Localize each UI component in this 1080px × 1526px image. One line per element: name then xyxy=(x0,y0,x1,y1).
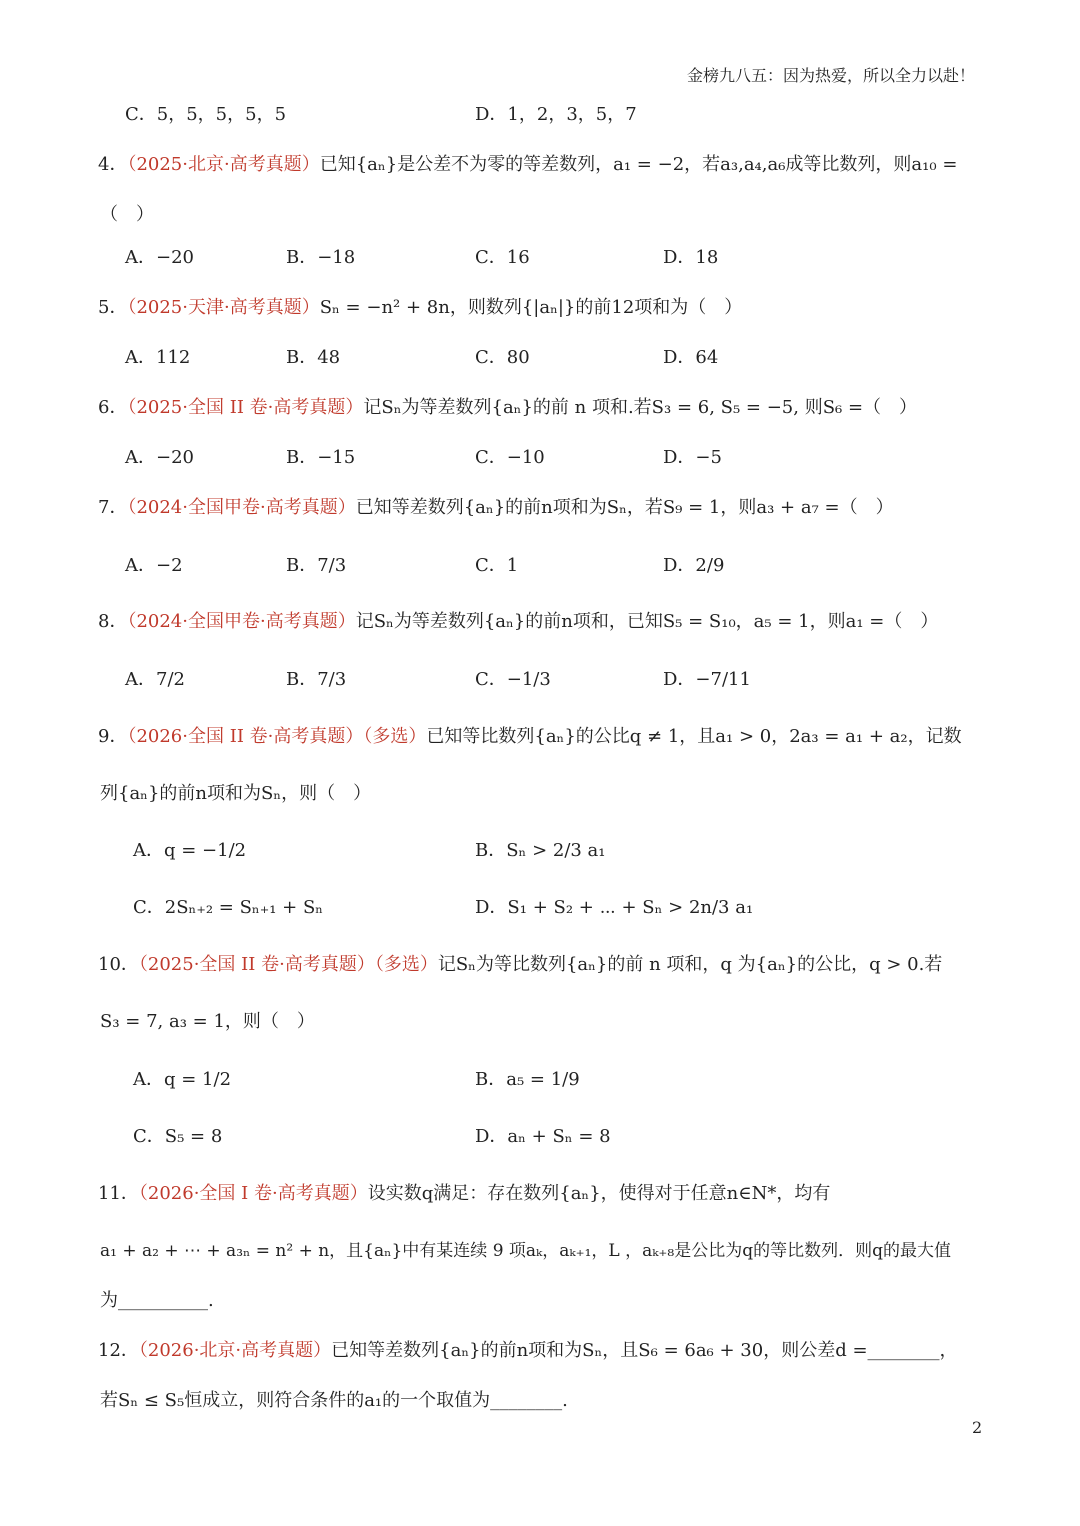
source-tag: （2025·全国 II 卷·高考真题） xyxy=(127,397,364,418)
source-tag: （2026·全国 I 卷·高考真题） xyxy=(138,1183,368,1204)
q7-option-d: D．2/9 xyxy=(663,555,725,576)
question-text: 已知等差数列{aₙ}的前n项和为Sₙ，若S₉ = 1，则a₃ + a₇ =（ ） xyxy=(355,497,894,518)
source-tag: （2025·全国 II 卷·高考真题） xyxy=(138,954,375,975)
q8-option-c: C．−1/3 xyxy=(475,669,551,690)
q10-option-c: C．S₅ = 8 xyxy=(133,1126,223,1147)
q10-option-b: B．a₅ = 1/9 xyxy=(475,1069,580,1090)
question-11-line2: a₁ + a₂ + ⋯ + a₃ₙ = n² + n，且{aₙ}中有某连续 9 项aₖ，aₖ₊₁，L ，aₖ₊₈是公比为q的等比数列．则q的最大值 xyxy=(100,1241,951,1261)
question-12-line2: 若Sₙ ≤ S₅恒成立，则符合条件的a₁的一个取值为________. xyxy=(100,1390,568,1411)
question-text: 记Sₙ为等差数列{aₙ}的前 n 项和.若S₃ = 6, S₅ = −5, 则S₆ =（ ） xyxy=(363,397,918,418)
question-10-line2: S₃ = 7, a₃ = 1，则（ ） xyxy=(100,1011,315,1032)
q8-option-b: B．7/3 xyxy=(286,669,347,690)
q9-option-d: D．S₁ + S₂ + ⋯ + Sₙ > 2n/3 a₁ xyxy=(475,897,754,918)
question-text: 记Sₙ为等比数列{aₙ}的前 n 项和，q 为{aₙ}的公比，q > 0.若 xyxy=(437,954,943,975)
question-text: 已知等比数列{aₙ}的公比q ≠ 1，且a₁ > 0，2a₃ = a₁ + a₂，记数 xyxy=(426,726,962,747)
question-6: 6．（2025·全国 II 卷·高考真题）记Sₙ为等差数列{aₙ}的前 n 项和.若S₃ = 6, S₅ = −5, 则S₆ =（ ） xyxy=(98,397,918,418)
source-tag: （2025·天津·高考真题） xyxy=(127,297,320,318)
question-9-line2: 列{aₙ}的前n项和为Sₙ，则（ ） xyxy=(100,783,372,804)
question-10: 10．（2025·全国 II 卷·高考真题）（多选）记Sₙ为等比数列{aₙ}的前 n 项和，q 为{aₙ}的公比，q > 0.若 xyxy=(98,954,943,975)
q7-option-b: B．7/3 xyxy=(286,555,347,576)
header-slogan: 金榜九八五：因为热爱，所以全力以赴！ xyxy=(686,66,975,85)
q4-option-d: D．18 xyxy=(663,247,719,268)
q7-option-c: C．1 xyxy=(475,555,519,576)
q6-option-d: D．−5 xyxy=(663,447,722,468)
question-12: 12．（2026·北京·高考真题）已知等差数列{aₙ}的前n项和为Sₙ，且S₆ = 6a₆ + 30，则公差d =________， xyxy=(98,1340,958,1361)
source-tag: （2025·北京·高考真题） xyxy=(127,154,320,175)
q8-option-d: D．−7/11 xyxy=(663,669,751,690)
question-11-line3: 为__________. xyxy=(100,1290,214,1311)
q3-option-c: C．5，5，5，5，5 xyxy=(125,104,287,125)
q9-option-a: A．q = −1/2 xyxy=(133,840,247,861)
question-9: 9．（2026·全国 II 卷·高考真题）（多选）已知等比数列{aₙ}的公比q ≠ 1，且a₁ > 0，2a₃ = a₁ + a₂，记数 xyxy=(98,726,962,747)
multi-select-tag: （多选） xyxy=(374,954,438,975)
source-tag: （2026·全国 II 卷·高考真题） xyxy=(127,726,364,747)
source-tag: （2024·全国甲卷·高考真题） xyxy=(127,497,356,518)
q10-option-d: D．aₙ + Sₙ = 8 xyxy=(475,1126,611,1147)
question-text: 记Sₙ为等差数列{aₙ}的前n项和，已知S₅ = S₁₀，a₅ = 1，则a₁ =（ ） xyxy=(355,611,939,632)
question-text: 设实数q满足：存在数列{aₙ}，使得对于任意n∈N*，均有 xyxy=(367,1183,831,1204)
q9-option-c: C．2Sₙ₊₂ = Sₙ₊₁ + Sₙ xyxy=(133,897,324,918)
q9-option-b: B．Sₙ > 2/3 a₁ xyxy=(475,840,606,861)
q6-option-c: C．−10 xyxy=(475,447,545,468)
question-8: 8．（2024·全国甲卷·高考真题）记Sₙ为等差数列{aₙ}的前n项和，已知S₅ = S₁₀，a₅ = 1，则a₁ =（ ） xyxy=(98,611,939,632)
q10-option-a: A．q = 1/2 xyxy=(133,1069,232,1090)
source-tag: （2026·北京·高考真题） xyxy=(138,1340,332,1361)
q4-option-b: B．−18 xyxy=(286,247,356,268)
question-11: 11．（2026·全国 I 卷·高考真题）设实数q满足：存在数列{aₙ}，使得对于任意n∈N*，均有 xyxy=(98,1183,831,1204)
q8-option-a: A．7/2 xyxy=(125,669,185,690)
q4-option-c: C．16 xyxy=(475,247,530,268)
multi-select-tag: （多选） xyxy=(363,726,427,747)
question-text: 已知等差数列{aₙ}的前n项和为Sₙ，且S₆ = 6a₆ + 30，则公差d =________， xyxy=(331,1340,958,1361)
question-4: 4．（2025·北京·高考真题）已知{aₙ}是公差不为零的等差数列，a₁ = −2，若a₃,a₄,a₆成等比数列，则a₁₀ = xyxy=(98,154,958,175)
source-tag: （2024·全国甲卷·高考真题） xyxy=(127,611,356,632)
question-text: Sₙ = −n² + 8n，则数列{|aₙ|}的前12项和为（ ） xyxy=(319,297,743,318)
question-7: 7．（2024·全国甲卷·高考真题）已知等差数列{aₙ}的前n项和为Sₙ，若S₉ = 1，则a₃ + a₇ =（ ） xyxy=(98,497,894,518)
question-5: 5．（2025·天津·高考真题）Sₙ = −n² + 8n，则数列{|aₙ|}的前12项和为（ ） xyxy=(98,297,743,318)
q5-option-b: B．48 xyxy=(286,347,341,368)
q5-option-d: D．64 xyxy=(663,347,719,368)
q4-option-a: A．−20 xyxy=(125,247,194,268)
q6-option-b: B．−15 xyxy=(286,447,356,468)
question-4-paren: （ ） xyxy=(100,204,154,225)
q7-option-a: A．−2 xyxy=(125,555,183,576)
q6-option-a: A．−20 xyxy=(125,447,194,468)
page-number: 2 xyxy=(972,1418,983,1437)
question-text: 已知{aₙ}是公差不为零的等差数列，a₁ = −2，若a₃,a₄,a₆成等比数列，则a₁₀ = xyxy=(319,154,958,175)
q3-option-d: D．1，2，3，5，7 xyxy=(475,104,637,125)
q5-option-a: A．112 xyxy=(125,347,191,368)
q5-option-c: C．80 xyxy=(475,347,530,368)
